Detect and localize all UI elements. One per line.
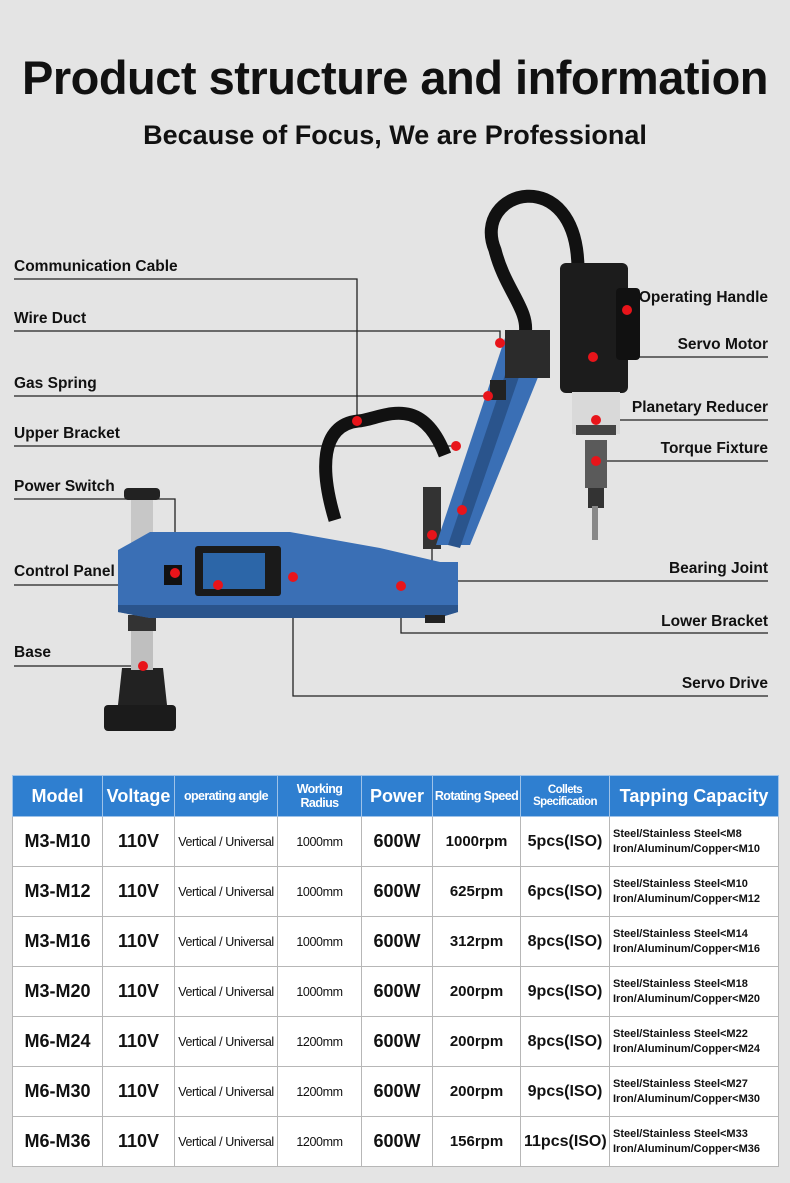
cell-speed: 200rpm [433,1017,521,1067]
arm-joint [505,330,550,378]
table-row [13,1067,779,1117]
label-base: Base [14,644,52,661]
cell-voltage: 110V [103,1067,175,1117]
header-power: Power [362,776,433,817]
label-upper-bracket: Upper Bracket [14,425,120,442]
header-rotating-speed: Rotating Speed [433,776,521,817]
cell-radius: 1200mm [278,1117,362,1167]
label-planetary-reducer: Planetary Reducer [631,399,768,416]
cell-angle: Vertical / Universal [175,867,278,917]
label-power-switch: Power Switch [14,478,115,495]
capacity-iron: Iron/Aluminum/Copper<M12 [613,892,760,905]
label-communication-cable: Communication Cable [14,258,178,275]
capacity-iron: Iron/Aluminum/Copper<M24 [613,1042,760,1055]
cell-speed: 200rpm [433,967,521,1017]
cell-model: M6-M36 [13,1117,103,1167]
cell-angle: Vertical / Universal [175,967,278,1017]
cell-radius: 1000mm [278,817,362,867]
cell-model: M3-M20 [13,967,103,1017]
table-row [13,917,779,967]
cell-collets: 8pcs(ISO) [521,1017,610,1067]
header-collets-specification: Collets Specification [521,776,610,817]
cell-collets: 9pcs(ISO) [521,967,610,1017]
cell-collets: 9pcs(ISO) [521,1067,610,1117]
capacity-steel: Steel/Stainless Steel<M14 [613,927,748,940]
cell-angle: Vertical / Universal [175,917,278,967]
cell-power: 600W [362,917,433,967]
cell-power: 600W [362,967,433,1017]
cell-angle: Vertical / Universal [175,817,278,867]
cell-voltage: 110V [103,867,175,917]
cell-voltage: 110V [103,817,175,867]
cell-radius: 1000mm [278,967,362,1017]
cell-collets: 5pcs(ISO) [521,817,610,867]
cell-capacity [610,917,779,967]
cell-capacity [610,1017,779,1067]
cell-power: 600W [362,867,433,917]
cell-radius: 1200mm [278,1067,362,1117]
capacity-steel: Steel/Stainless Steel<M18 [613,977,748,990]
header-working-radius: Working Radius [278,776,362,817]
capacity-steel: Steel/Stainless Steel<M22 [613,1027,748,1040]
cell-capacity [610,867,779,917]
base-foot [104,705,176,731]
capacity-steel: Steel/Stainless Steel<M10 [613,877,748,890]
cell-radius: 1000mm [278,867,362,917]
spec-table [12,775,779,1167]
cell-power: 600W [362,1017,433,1067]
cell-power: 600W [362,817,433,867]
cell-voltage: 110V [103,1117,175,1167]
cell-angle: Vertical / Universal [175,1067,278,1117]
header-tapping-capacity: Tapping Capacity [610,776,779,817]
capacity-steel: Steel/Stainless Steel<M33 [613,1127,748,1140]
cell-speed: 200rpm [433,1067,521,1117]
label-operating-handle: Operating Handle [638,289,768,306]
label-torque-fixture: Torque Fixture [660,440,768,457]
label-servo-motor: Servo Motor [677,336,768,353]
capacity-steel: Steel/Stainless Steel<M8 [613,827,742,840]
cell-angle: Vertical / Universal [175,1017,278,1067]
cell-voltage: 110V [103,1017,175,1067]
cell-power: 600W [362,1117,433,1167]
page-subtitle: Because of Focus, We are Professional [143,120,647,150]
label-wire-duct: Wire Duct [14,310,87,327]
cell-angle: Vertical / Universal [175,1117,278,1167]
cell-model: M6-M24 [13,1017,103,1067]
cell-model: M3-M12 [13,867,103,917]
table-row [13,1017,779,1067]
operating-handle [616,288,640,360]
capacity-iron: Iron/Aluminum/Copper<M20 [613,992,760,1005]
cell-speed: 156rpm [433,1117,521,1167]
cell-collets: 11pcs(ISO) [521,1117,610,1167]
table-header-row [13,776,779,817]
header-voltage: Voltage [103,776,175,817]
capacity-iron: Iron/Aluminum/Copper<M36 [613,1142,760,1155]
label-lower-bracket: Lower Bracket [661,613,768,630]
cell-capacity [610,817,779,867]
cell-speed: 625rpm [433,867,521,917]
cell-collets: 6pcs(ISO) [521,867,610,917]
cell-model: M3-M16 [13,917,103,967]
cell-speed: 312rpm [433,917,521,967]
table-row [13,967,779,1017]
cell-capacity [610,967,779,1017]
label-bearing-joint: Bearing Joint [668,560,768,577]
page-title: Product structure and information [22,51,768,104]
capacity-iron: Iron/Aluminum/Copper<M30 [613,1092,760,1105]
capacity-steel: Steel/Stainless Steel<M27 [613,1077,748,1090]
cell-radius: 1200mm [278,1017,362,1067]
cell-capacity [610,1067,779,1117]
leader-lines [14,279,768,696]
base-cone [118,668,167,705]
table-row [13,867,779,917]
cell-model: M6-M30 [13,1067,103,1117]
cell-power: 600W [362,1067,433,1117]
cell-capacity [610,1117,779,1167]
label-servo-drive: Servo Drive [681,675,768,692]
capacity-iron: Iron/Aluminum/Copper<M16 [613,942,760,955]
cell-speed: 1000rpm [433,817,521,867]
label-gas-spring: Gas Spring [14,375,97,392]
header-model: Model [13,776,103,817]
header-operating-angle: operating angle [175,776,278,817]
cell-voltage: 110V [103,967,175,1017]
table-row [13,1117,779,1167]
capacity-iron: Iron/Aluminum/Copper<M10 [613,842,760,855]
cell-voltage: 110V [103,917,175,967]
cell-model: M3-M10 [13,817,103,867]
label-control-panel: Control Panel [14,563,115,580]
table-row [13,817,779,867]
cell-radius: 1000mm [278,917,362,967]
cell-collets: 8pcs(ISO) [521,917,610,967]
